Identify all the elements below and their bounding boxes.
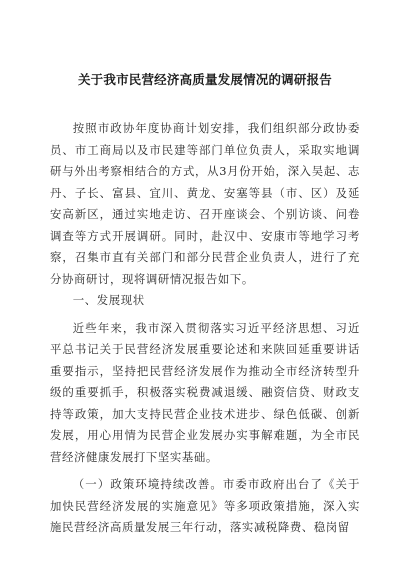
document-title: 关于我市民营经济高质量发展情况的调研报告: [77, 72, 332, 87]
intro-paragraph: 按照市政协年度协商计划安排，我们组织部分政协委员、市工商局以及市民建等部门单位负责人，采取实地调研与外出考察相结合的方式，从3月份开始，深入吴起、志丹、子长、富县、宜川、黄龙、安塞等县（市、区）及延安高新区，通过实地走访、召开座谈会、个别访谈、问卷调查等方式开展调研。同时，赴汉中、安康市等地学习考察，召集市直有关部门和部分民营企业负责人，进行了充分协商研讨，现将调研情况报告如下。: [50, 121, 360, 286]
development-status-paragraph: 近些年来，我市深入贯彻落实习近平经济思想、习近平总书记关于民营经济发展重要论述和来陕回延重要讲话重要指示，坚持把民营经济发展作为推动全市经济转型升级的重要抓手，积极落实税费减退缓、融资信贷、财政支持等政策，加大支持民营企业技术进步、绿色低碳、创新发展，用心用情为民营企业发展办实事解难题，为全市民营经济健康发展打下坚实基础。: [50, 320, 360, 464]
policy-environment-paragraph: （一）政策环境持续改善。市委市政府出台了《关于加快民营经济发展的实施意见》等多项政策措施，深入实施民营经济高质量发展三年行动，落实减税降费、稳岗留: [50, 477, 360, 534]
section-heading-development-status: 一、发展现状: [72, 293, 145, 307]
